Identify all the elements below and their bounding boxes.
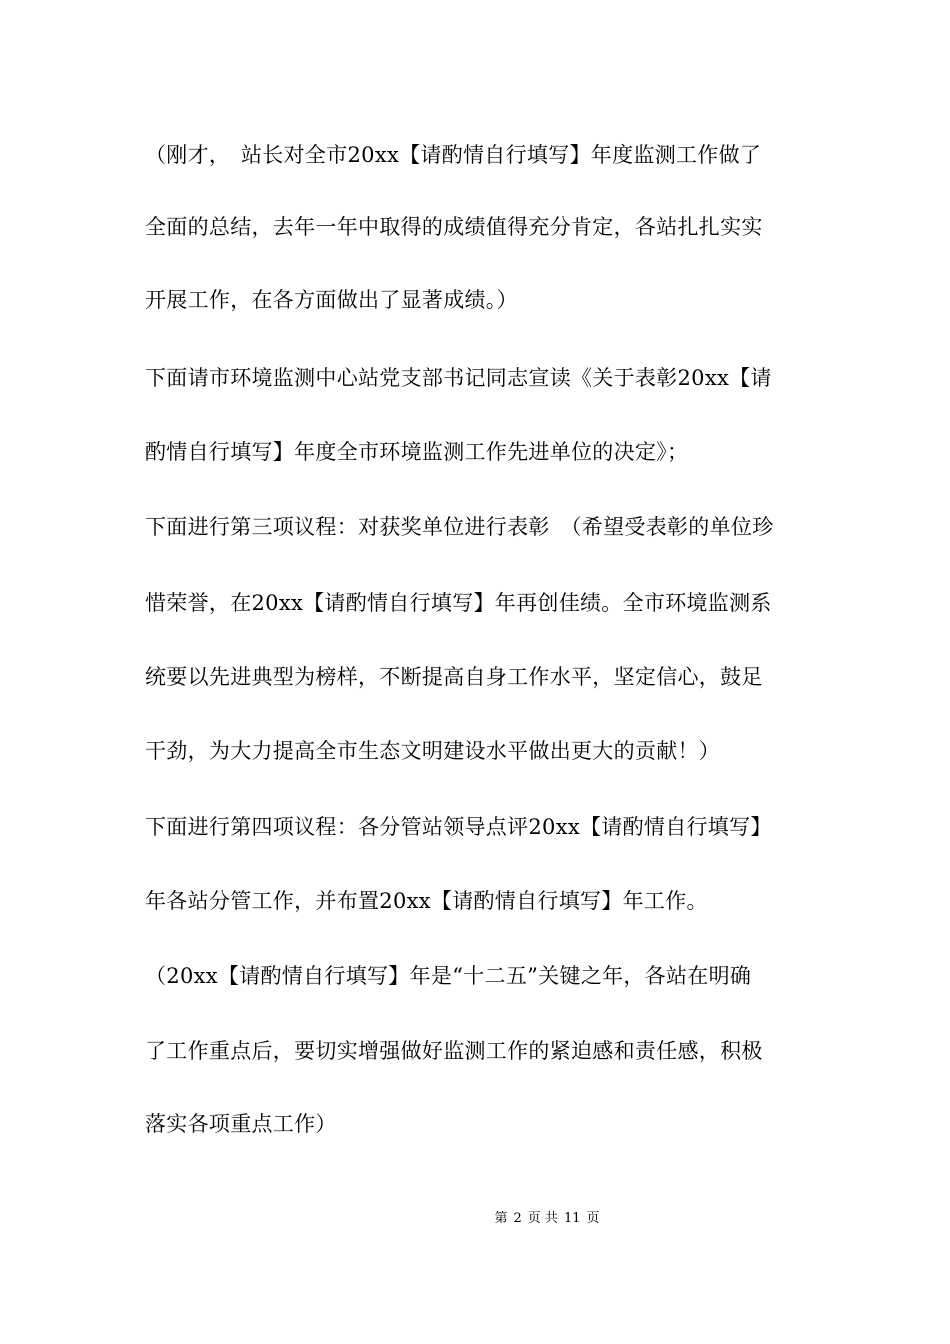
paragraph-line: 了工作重点后，要切实增强做好监测工作的紧迫感和责任感，积极 xyxy=(145,1039,763,1063)
footer-prefix: 第 xyxy=(494,1211,508,1226)
footer-total-pages: 11 xyxy=(563,1211,581,1226)
footer-suffix: 页 xyxy=(586,1211,600,1226)
paragraph-line: 统要以先进典型为榜样，不断提高自身工作水平，坚定信心，鼓足 xyxy=(145,665,763,689)
paragraph-line: 干劲，为大力提高全市生态文明建设水平做出更大的贡献！） xyxy=(145,739,721,763)
paragraph-line: 惜荣誉，在20xx【请酌情自行填写】年再创佳绩。全市环境监测系 xyxy=(145,591,772,615)
footer-page-number: 2 xyxy=(513,1211,522,1226)
paragraph-line: 落实各项重点工作） xyxy=(145,1112,337,1136)
page-footer xyxy=(0,1211,950,1227)
paragraph-line: （20xx【请酌情自行填写】年是“十二五”关键之年，各站在明确 xyxy=(145,964,752,988)
paragraph-line: 下面请市环境监测中心站党支部书记同志宣读《关于表彰20xx【请 xyxy=(145,366,772,390)
paragraph-line: 开展工作，在各方面做出了显著成绩。） xyxy=(145,288,518,312)
paragraph-line: 全面的总结，去年一年中取得的成绩值得充分肯定，各站扎扎实实 xyxy=(145,215,763,239)
paragraph-line: 下面进行第四项议程：各分管站领导点评20xx【请酌情自行填写】 xyxy=(145,815,772,839)
paragraph-line: （刚才， 站长对全市20xx【请酌情自行填写】年度监测工作做了 xyxy=(145,143,762,167)
paragraph-line: 下面进行第三项议程：对获奖单位进行表彰 （希望受表彰的单位珍 xyxy=(145,515,774,539)
paragraph-line: 年各站分管工作，并布置20xx【请酌情自行填写】年工作。 xyxy=(145,889,708,913)
footer-middle: 页 共 xyxy=(527,1211,558,1226)
paragraph-line: 酌情自行填写】年度全市环境监测工作先进单位的决定》； xyxy=(145,440,689,464)
